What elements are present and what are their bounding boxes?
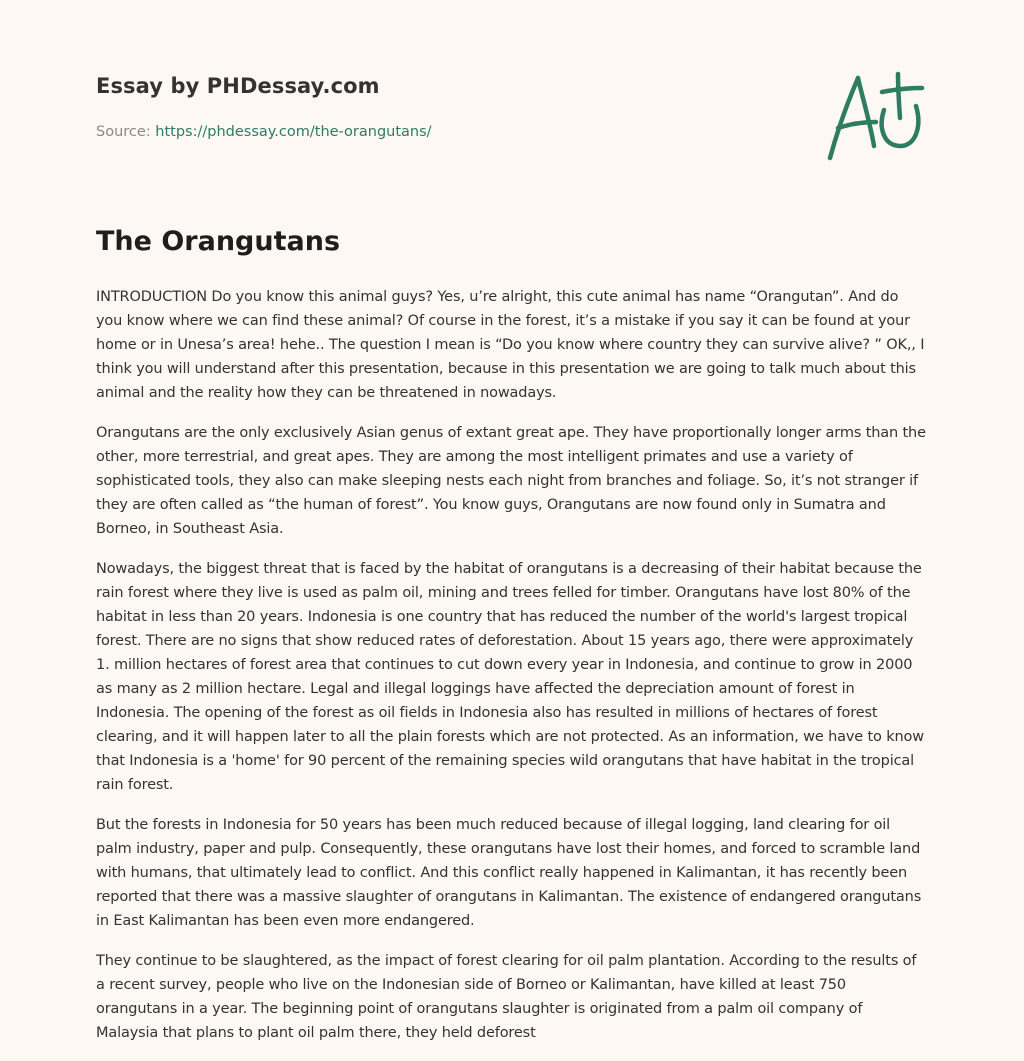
source-link[interactable]: https://phdessay.com/the-orangutans/ [155, 124, 432, 140]
essay-paragraph: They continue to be slaughtered, as the impact of forest clearing for oil palm plantation. According to the results of a recent survey, people who live on the Indonesian side of Borneo or Kalimantan, have killed at least 750 orangutans in a year. The beginning point of orangutans slaughter is originated from a palm oil company of Malaysia that plans to plant oil palm there, they held deforest [96, 953, 917, 1041]
essay-paragraph: INTRODUCTION Do you know this animal guys? Yes, u’re alright, this cute animal has name “Orangutan”. And do you know where we can find these animal? Of course in the forest, it’s a mistake if you say it can be found at your home or in Unesa’s area! hehe.. The question I mean is “Do you know where country they can survive alive? ” OK,, I think you will understand after this presentation, because in this presentation we are going to talk much about this animal and the reality how they can be threatened in nowadays. [96, 289, 925, 401]
essay-paragraph: Orangutans are the only exclusively Asian genus of extant great ape. They have proportionally longer arms than the other, more terrestrial, and great apes. They are among the most intelligent primates and use a variety of sophisticated tools, they also can make sleeping nests each night from branches and foliage. So, it’s not stranger if they are often called as “the human of forest”. You know guys, Orangutans are now found only in Sumatra and Borneo, in Southeast Asia. [96, 425, 926, 537]
a-plus-grade-icon [824, 66, 928, 166]
site-title: Essay by PHDessay.com [96, 74, 380, 98]
essay-body [96, 285, 928, 1061]
essay-paragraph: But the forests in Indonesia for 50 years has been much reduced because of illegal logging, land clearing for oil palm industry, paper and pulp. Consequently, these orangutans have lost their homes, and forced to scramble land with humans, that ultimately lead to conflict. And this conflict really happened in Kalimantan, it has recently been reported that there was a massive slaughter of orangutans in Kalimantan. The existence of endangered orangutans in East Kalimantan has been even more endangered. [96, 817, 922, 929]
source-line [96, 124, 432, 140]
essay-title: The Orangutans [96, 226, 341, 257]
source-label: Source: [96, 124, 151, 140]
essay-paragraph: Nowadays, the biggest threat that is faced by the habitat of orangutans is a decreasing of their habitat because the rain forest where they live is used as palm oil, mining and trees felled for timber. Orangutans have lost 80% of the habitat in less than 20 years. Indonesia is one country that has reduced the number of the world's largest tropical forest. There are no signs that show reduced rates of deforestation. About 15 years ago, there were approximately 1. million hectares of forest area that continues to cut down every year in Indonesia, and continue to grow in 2000 as many as 2 million hectare. Legal and illegal loggings have affected the depreciation amount of forest in Indonesia. The opening of the forest as oil fields in Indonesia also has resulted in millions of hectares of forest clearing, and it will happen later to all the plain forests which are not protected. As an information, we have to know that Indonesia is a 'home' for 90 percent of the remaining species wild orangutans that have habitat in the tropical rain forest. [96, 561, 924, 793]
